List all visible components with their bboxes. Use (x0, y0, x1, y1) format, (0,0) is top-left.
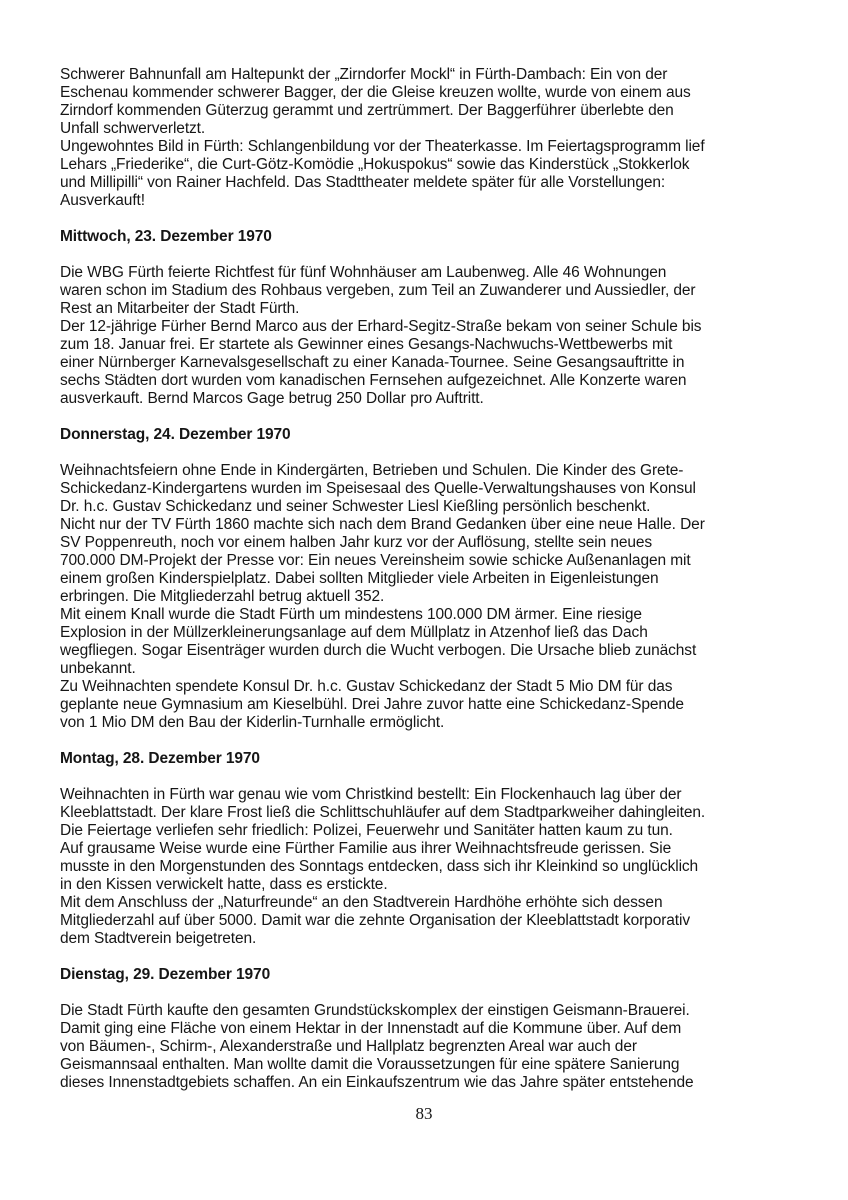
text-line: von 1 Mio DM den Bau der Kiderlin-Turnhalle ermöglicht. (60, 714, 445, 731)
text-line: unbekannt. (60, 660, 136, 677)
text-line: Schwerer Bahnunfall am Haltepunkt der „Zirndorfer Mockl“ in Fürth-Dambach: Ein von der (60, 66, 668, 83)
text-line: sechs Städten dort wurden vom kanadischen Fernsehen aufgezeichnet. Alle Konzerte waren (60, 372, 687, 389)
text-line: erbringen. Die Mitgliederzahl betrug aktuell 352. (60, 588, 385, 605)
text-line: einem großen Kinderspielplatz. Dabei sollten Mitglieder viele Arbeiten in Eigenleistungen (60, 570, 659, 587)
text-line: Dr. h.c. Gustav Schickedanz und seiner Schwester Liesl Kießling persönlich beschenkt. (60, 498, 651, 515)
text-line: Weihnachten in Fürth war genau wie vom Christkind bestellt: Ein Flockenhauch lag über der (60, 786, 682, 803)
text-line: einer Nürnberger Karnevalsgesellschaft zu einer Kanada-Tournee. Seine Gesangsauftritte in (60, 354, 685, 371)
text-line: Geismannsaal enthalten. Man wollte damit die Voraussetzungen für eine spätere Sanierung (60, 1056, 680, 1073)
text-line: in den Kissen verwickelt hatte, dass es erstickte. (60, 876, 388, 893)
text-line: Mitgliederzahl auf über 5000. Damit war die zehnte Organisation der Kleeblattstadt korporativ (60, 912, 690, 929)
text-line: zum 18. Januar frei. Er startete als Gewinner eines Gesangs-Nachwuchs-Wettbewerbs mit (60, 336, 673, 353)
text-line: SV Poppenreuth, noch vor einem halben Jahr kurz vor der Auflösung, stellte sein neues (60, 534, 653, 551)
text-line: musste in den Morgenstunden des Sonntags entdecken, dass sich ihr Kleinkind so unglücklich (60, 858, 699, 875)
text-line: Mit einem Knall wurde die Stadt Fürth um mindestens 100.000 DM ärmer. Eine riesige (60, 606, 642, 623)
text-line: und Millipilli“ von Rainer Hachfeld. Das Stadttheater meldete später für alle Vorstellungen: (60, 174, 666, 191)
text-line: dem Stadtverein beigetreten. (60, 930, 257, 947)
text-line: Unfall schwerverletzt. (60, 120, 206, 137)
date-heading: Donnerstag, 24. Dezember 1970 (60, 426, 291, 443)
body-paragraph (60, 264, 772, 408)
body-paragraph (60, 786, 772, 948)
text-line: 700.000 DM-Projekt der Presse vor: Ein neues Vereinsheim sowie schicke Außenanlagen mit (60, 552, 691, 569)
text-line: von Bäumen-, Schirm-, Alexanderstraße und Hallplatz begrenzten Areal war auch der (60, 1038, 637, 1055)
text-line: Der 12-jährige Fürher Bernd Marco aus der Erhard-Segitz-Straße bekam von seiner Schule bis (60, 318, 702, 335)
body-paragraph (60, 1002, 772, 1092)
date-heading: Montag, 28. Dezember 1970 (60, 750, 260, 767)
text-line: Zu Weihnachten spendete Konsul Dr. h.c. Gustav Schickedanz der Stadt 5 Mio DM für das (60, 678, 673, 695)
text-line: Weihnachtsfeiern ohne Ende in Kindergärten, Betrieben und Schulen. Die Kinder des Grete- (60, 462, 684, 479)
text-line: Ungewohntes Bild in Fürth: Schlangenbildung vor der Theaterkasse. Im Feiertagsprogramm lief (60, 138, 705, 155)
text-line: Explosion in der Müllzerkleinerungsanlage auf dem Müllplatz in Atzenhof ließ das Dach (60, 624, 648, 641)
text-line: Die Stadt Fürth kaufte den gesamten Grundstückskomplex der einstigen Geismann-Brauerei. (60, 1002, 690, 1019)
text-line: dieses Innenstadtgebiets schaffen. An ein Einkaufszentrum wie das Jahre später entstehende (60, 1074, 694, 1091)
text-line: waren schon im Stadium des Rohbaus vergeben, zum Teil an Zuwanderer und Aussiedler, der (60, 282, 696, 299)
text-line: ausverkauft. Bernd Marcos Gage betrug 250 Dollar pro Auftritt. (60, 390, 484, 407)
text-line: Kleeblattstadt. Der klare Frost ließ die Schlittschuhläufer auf dem Stadtparkweiher dahingleiten. (60, 804, 706, 821)
text-line: Zirndorf kommenden Güterzug gerammt und zertrümmert. Der Baggerführer überlebte den (60, 102, 674, 119)
text-line: Damit ging eine Fläche von einem Hektar in der Innenstadt auf die Kommune über. Auf dem (60, 1020, 682, 1037)
text-line: Die Feiertage verliefen sehr friedlich: Polizei, Feuerwehr und Sanitäter hatten kaum zu tun. (60, 822, 673, 839)
page-number: 83 (415, 1104, 433, 1123)
text-line: Nicht nur der TV Fürth 1860 machte sich nach dem Brand Gedanken über eine neue Halle. Der (60, 516, 705, 533)
text-line: wegfliegen. Sogar Eisenträger wurden durch die Wucht verbogen. Die Ursache blieb zunächst (60, 642, 697, 659)
text-line: Eschenau kommender schwerer Bagger, der die Gleise kreuzen wollte, wurde von einem aus (60, 84, 691, 101)
text-line: Schickedanz-Kindergartens wurden im Speisesaal des Quelle-Verwaltungshauses von Konsul (60, 480, 696, 497)
text-column (60, 66, 772, 1092)
text-line: Auf grausame Weise wurde eine Fürther Familie aus ihrer Weihnachtsfreude gerissen. Sie (60, 840, 672, 857)
text-line: Ausverkauft! (60, 192, 145, 209)
text-line: geplante neue Gymnasium am Kieselbühl. Drei Jahre zuvor hatte eine Schickedanz-Spende (60, 696, 684, 713)
text-line: Rest an Mitarbeiter der Stadt Fürth. (60, 300, 300, 317)
text-line: Mit dem Anschluss der „Naturfreunde“ an den Stadtverein Hardhöhe erhöhte sich dessen (60, 894, 663, 911)
body-paragraph (60, 462, 772, 732)
body-paragraph (60, 66, 772, 210)
date-heading: Mittwoch, 23. Dezember 1970 (60, 228, 272, 245)
text-line: Die WBG Fürth feierte Richtfest für fünf Wohnhäuser am Laubenweg. Alle 46 Wohnungen (60, 264, 667, 281)
text-line: Lehars „Friederike“, die Curt-Götz-Komödie „Hokuspokus“ sowie das Kinderstück „Stokkerlok (60, 156, 690, 173)
date-heading: Dienstag, 29. Dezember 1970 (60, 966, 271, 983)
